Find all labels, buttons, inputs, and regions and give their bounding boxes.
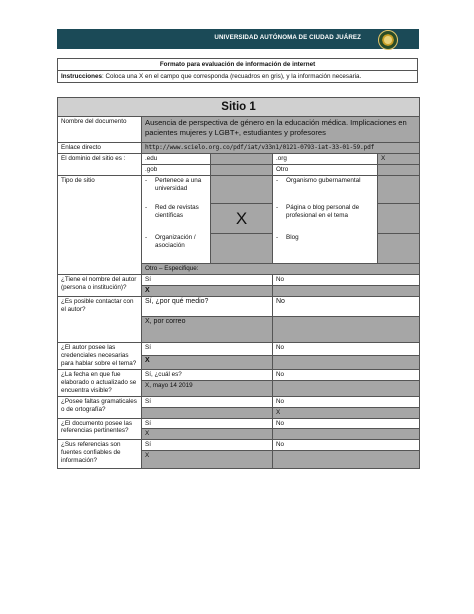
domain-gob-label: .gob (142, 165, 211, 176)
q4-label: ¿La fecha en que fue elaborado o actualizado se encuentra visible? (58, 370, 142, 397)
format-title: Formato para evaluación de información de internet (58, 59, 418, 71)
q5-yes-box[interactable] (142, 407, 273, 418)
q2-no-label: No (273, 297, 420, 317)
type-blog-label: Blog (286, 234, 299, 242)
doc-name-field[interactable]: Ausencia de perspectiva de género en la educación médica. Implicaciones en pacientes mujeres y LGBT+, estudiantes y profesores (142, 117, 420, 143)
site-evaluation-table (57, 97, 420, 469)
type-university-box[interactable] (211, 175, 273, 203)
q1-no-label: No (273, 274, 420, 285)
type-a-dash: - (145, 176, 148, 184)
type-other-field[interactable]: Otro – Especifique: (142, 263, 420, 274)
q2-yes-label: Sí, ¿por qué medio? (142, 297, 273, 317)
type-blog-box[interactable] (378, 233, 420, 263)
link-label: Enlace directo (58, 143, 142, 154)
q1-label: ¿Tiene el nombre del autor (persona o institución)? (58, 274, 142, 297)
site-type-label: Tipo de sitio (58, 175, 142, 274)
q1-no-box[interactable] (273, 285, 420, 297)
type-f-dash: - (276, 234, 279, 242)
type-journals-label: Red de revistas científicas (155, 204, 199, 220)
q6-no-label: No (273, 418, 420, 429)
university-seal-icon (378, 30, 398, 50)
q3-yes-label: Sí (142, 343, 273, 356)
q4-no-box[interactable] (273, 380, 420, 396)
q5-label: ¿Posee faltas gramaticales o de ortografía? (58, 396, 142, 418)
type-blog-personal-label: Página o blog personal de profesional en el tema (286, 204, 360, 220)
type-university-label: Pertenece a una universidad (155, 176, 202, 192)
q4-no-label: No (273, 370, 420, 381)
q5-yes-label: Sí (142, 396, 273, 407)
domain-org-label: .org (273, 154, 378, 165)
domain-edu-box[interactable] (211, 154, 273, 165)
domain-label: El dominio del sitio es : (58, 154, 142, 176)
type-e-dash: - (145, 234, 148, 242)
q3-no-box[interactable] (273, 356, 420, 370)
q7-label: ¿Sus referencias son fuentes confiables de información? (58, 440, 142, 469)
type-organization-label: Organización / asociación (155, 234, 196, 250)
instructions-label: Instrucciones (61, 73, 102, 80)
domain-other-label: Otro (273, 165, 378, 176)
type-d-dash: - (276, 204, 279, 212)
q6-no-box[interactable] (273, 429, 420, 440)
q2-no-box[interactable] (273, 317, 420, 343)
q7-no-label: No (273, 440, 420, 451)
q2-yes-box[interactable]: X, por correo (142, 317, 273, 343)
type-c-dash: - (145, 204, 148, 212)
type-government-box[interactable] (378, 175, 420, 203)
type-blog-personal-box[interactable] (378, 203, 420, 233)
q6-yes-label: Sí (142, 418, 273, 429)
domain-gob-box[interactable] (211, 165, 273, 176)
type-journals-box[interactable]: X (211, 203, 273, 233)
q3-label: ¿El autor posee las credenciales necesarias para hablar sobre el tema? (58, 343, 142, 370)
type-organization-box[interactable] (211, 233, 273, 263)
instructions-text: : Coloca una X en el campo que corresponda (recuadros en gris), y la información necesaria. (101, 73, 362, 80)
q2-label: ¿Es posible contactar con el autor? (58, 297, 142, 343)
format-header-table (57, 58, 418, 83)
link-field[interactable]: http://www.scielo.org.co/pdf/iat/v33n1/0121-0793-iat-33-01-59.pdf (142, 143, 420, 154)
q5-no-label: No (273, 396, 420, 407)
q4-yes-box[interactable]: X, mayo 14 2019 (142, 380, 273, 396)
type-b-dash: - (276, 176, 279, 184)
q1-yes-label: Sí (142, 274, 273, 285)
q3-no-label: No (273, 343, 420, 356)
q3-yes-box[interactable]: X (142, 356, 273, 370)
q5-no-box[interactable]: X (273, 407, 420, 418)
q6-yes-box[interactable]: X (142, 429, 273, 440)
q4-yes-label: Sí, ¿cuál es? (142, 370, 273, 381)
q7-yes-label: Sí (142, 440, 273, 451)
university-banner (57, 29, 419, 49)
domain-other-box[interactable] (378, 165, 420, 176)
q7-yes-box[interactable]: X (142, 451, 273, 469)
q6-label: ¿El documento posee las referencias pertinentes? (58, 418, 142, 440)
domain-edu-label: .edu (142, 154, 211, 165)
type-government-label: Organismo gubernamental (286, 176, 361, 184)
doc-name-label: Nombre del documento (58, 117, 142, 143)
domain-org-box[interactable]: X (378, 154, 420, 165)
q7-no-box[interactable] (273, 451, 420, 469)
university-name: UNIVERSIDAD AUTÓNOMA DE CIUDAD JUÁREZ (214, 34, 361, 41)
format-instructions (58, 71, 418, 83)
q1-yes-box[interactable]: X (142, 285, 273, 297)
site-heading: Sitio 1 (58, 98, 420, 117)
